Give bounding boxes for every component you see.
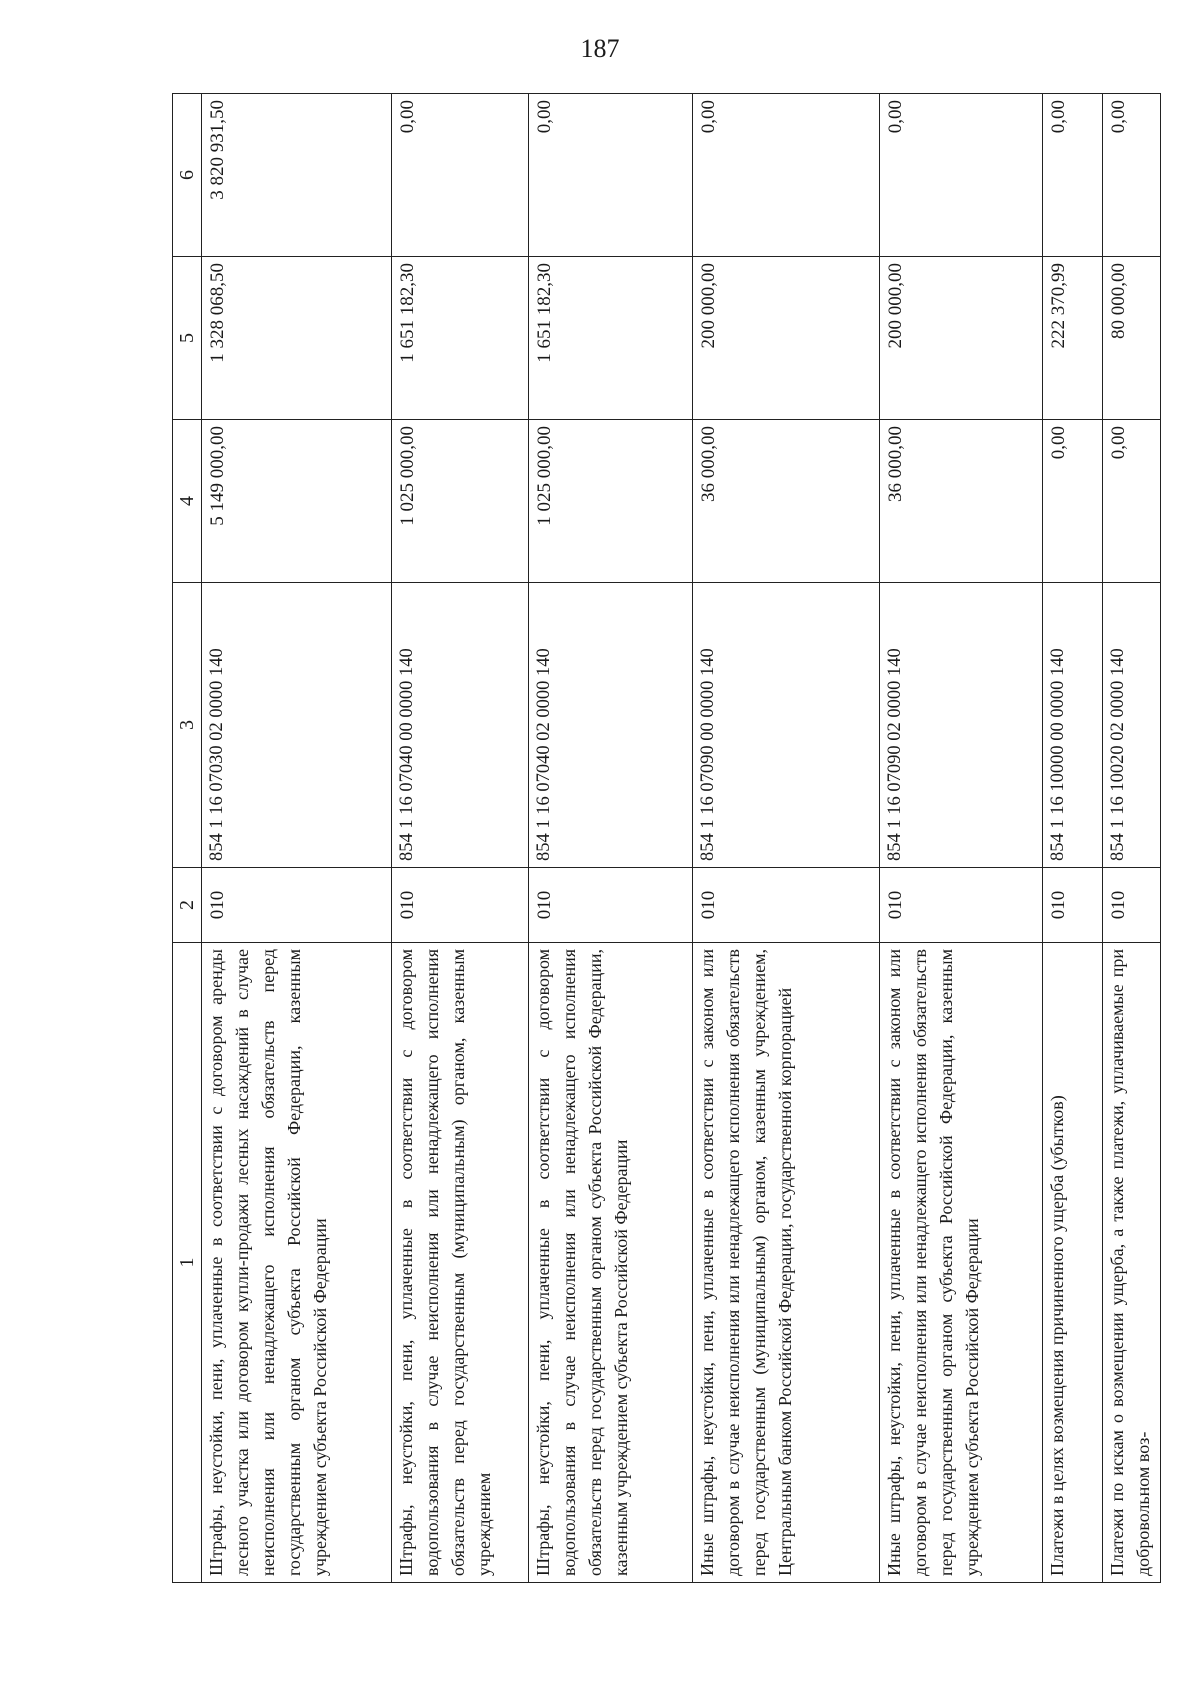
row-col5-value: 80 000,00 [1103,257,1161,420]
row-col5-value: 200 000,00 [880,257,1043,420]
row-budget-code: 854 1 16 07090 02 0000 140 [880,583,1043,868]
row-col4-value: 0,00 [1103,420,1161,583]
row-col6-value: 3 820 931,50 [202,94,392,257]
header-cell: 3 [173,583,202,868]
row-budget-code: 854 1 16 07040 02 0000 140 [529,583,693,868]
row-description: Штрафы, неустойки, пени, уплаченные в соответствии с договором водопользования в случае неисполнения или ненадлежащего исполнения обязательств перед государственным (муниципальным) органом, казенным учреждением [392,943,529,1583]
table-row [693,94,880,1583]
row-description: Иные штрафы, неустойки, пени, уплаченные в соответствии с законом или договором в случае неисполнения или ненадлежащего исполнения обязательств перед государственным органом субъекта Российской Федерации, казенным учреждением субъекта Российской Федерации [880,943,1043,1583]
table-row [1103,94,1161,1583]
row-line-code: 010 [1043,868,1103,943]
budget-table [172,93,1161,1583]
row-col6-value: 0,00 [392,94,529,257]
header-cell: 5 [173,257,202,420]
table-row [1043,94,1103,1583]
row-description: Платежи в целях возмещения причиненного ущерба (убытков) [1043,943,1103,1583]
row-col6-value: 0,00 [1043,94,1103,257]
row-line-code: 010 [693,868,880,943]
row-line-code: 010 [202,868,392,943]
row-budget-code: 854 1 16 07030 02 0000 140 [202,583,392,868]
rotated-table-wrapper [172,93,1153,1583]
row-description: Штрафы, неустойки, пени, уплаченные в соответствии с договором аренды лесного участка или договором купли-продажи лесных насаждений в случае неисполнения или ненадлежащего исполнения обязательств перед государственным органом субъекта Российской Федерации, казенным учреждением субъекта Российской Федерации [202,943,392,1583]
row-col4-value: 5 149 000,00 [202,420,392,583]
row-line-code: 010 [529,868,693,943]
header-cell: 2 [173,868,202,943]
row-budget-code: 854 1 16 10000 00 0000 140 [1043,583,1103,868]
row-col4-value: 36 000,00 [880,420,1043,583]
row-budget-code: 854 1 16 07040 00 0000 140 [392,583,529,868]
row-description: Иные штрафы, неустойки, пени, уплаченные в соответствии с законом или договором в случае неисполнения или ненадлежащего исполнения обязательств перед государственным (муниципальным) органом, казенным учреждением, Центральным банком Российской Федерации, государственной корпорацией [693,943,880,1583]
row-col6-value: 0,00 [1103,94,1161,257]
row-col5-value: 222 370,99 [1043,257,1103,420]
table-row [529,94,693,1583]
row-col5-value: 200 000,00 [693,257,880,420]
row-description: Платежи по искам о возмещении ущерба, а также платежи, уплачиваемые при добровольном воз- [1103,943,1161,1583]
header-cell: 6 [173,94,202,257]
row-line-code: 010 [1103,868,1161,943]
row-col6-value: 0,00 [693,94,880,257]
table-row [202,94,392,1583]
table-header-row [173,94,202,1583]
table-row [880,94,1043,1583]
row-col5-value: 1 651 182,30 [392,257,529,420]
row-col4-value: 1 025 000,00 [529,420,693,583]
row-col6-value: 0,00 [529,94,693,257]
row-budget-code: 854 1 16 10020 02 0000 140 [1103,583,1161,868]
row-col4-value: 36 000,00 [693,420,880,583]
row-budget-code: 854 1 16 07090 00 0000 140 [693,583,880,868]
row-description: Штрафы, неустойки, пени, уплаченные в соответствии с договором водопользования в случае неисполнения или ненадлежащего исполнения обязательств перед государственным органом субъекта Российской Федерации, казенным учреждением субъекта Российской Федерации [529,943,693,1583]
header-cell: 4 [173,420,202,583]
row-line-code: 010 [392,868,529,943]
row-line-code: 010 [880,868,1043,943]
row-col5-value: 1 328 068,50 [202,257,392,420]
header-cell: 1 [173,943,202,1583]
page-number: 187 [580,34,620,63]
row-col4-value: 0,00 [1043,420,1103,583]
row-col4-value: 1 025 000,00 [392,420,529,583]
table-row [392,94,529,1583]
row-col6-value: 0,00 [880,94,1043,257]
row-col5-value: 1 651 182,30 [529,257,693,420]
